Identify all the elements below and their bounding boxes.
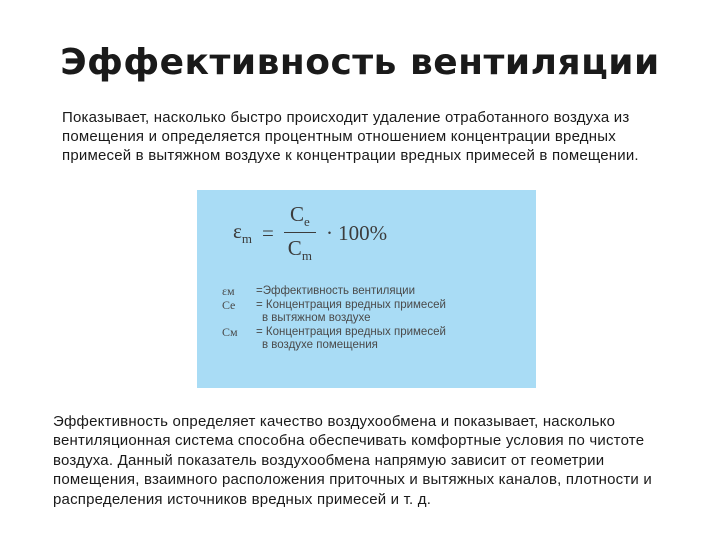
- formula-legend: [222, 285, 446, 353]
- formula-panel: [197, 190, 536, 388]
- intro-paragraph: Показывает, насколько быстро происходит удаление отработанного воздуха из помещения и определяется процентным отношением концентрации вредных примесей в вытяжном воздухе к концентрации вредных примесей в помещении.: [62, 109, 639, 164]
- formula-numerator: $C_e$: [284, 202, 316, 233]
- conclusion-paragraph: Эффективность определяет качество воздухообмена и показывает, насколько вентиляционная система способна обеспечивать комфортные условия по чистоте воздуха. Данный показатель воздухообмена напрямую зависит от геометрии помещения, взаимного расположения приточных и вытяжных каналов, плотности и распределения источников вредных примесей и т. д.: [53, 413, 652, 508]
- legend-symbol: Сe: [222, 297, 236, 312]
- legend-symbol: εм: [222, 284, 235, 298]
- formula-fraction: [282, 202, 318, 264]
- legend-row: [222, 285, 446, 299]
- legend-text: в воздухе помещения: [262, 339, 378, 351]
- slide-title: Эффективность вентиляции: [60, 42, 660, 83]
- legend-row: [222, 326, 446, 340]
- formula-equals: =: [261, 220, 274, 245]
- legend-symbol: Cм: [222, 324, 238, 339]
- legend-text: = Концентрация вредных примесей: [256, 298, 446, 311]
- formula-lhs: $\varepsilon_m$: [233, 219, 252, 247]
- legend-symbol: [222, 339, 256, 353]
- legend-row: [222, 299, 446, 313]
- formula-denominator: $C_m$: [287, 236, 312, 264]
- legend-text: = Концентрация вредных примесей: [256, 325, 446, 338]
- legend-symbol: [222, 312, 256, 326]
- formula-multiplier: · 100%: [325, 220, 388, 245]
- legend-row: [222, 339, 446, 353]
- legend-text: в вытяжном воздухе: [262, 312, 371, 324]
- legend-row: [222, 312, 446, 326]
- efficiency-formula: [233, 202, 387, 264]
- legend-text: =Эффективность вентиляции: [256, 285, 416, 297]
